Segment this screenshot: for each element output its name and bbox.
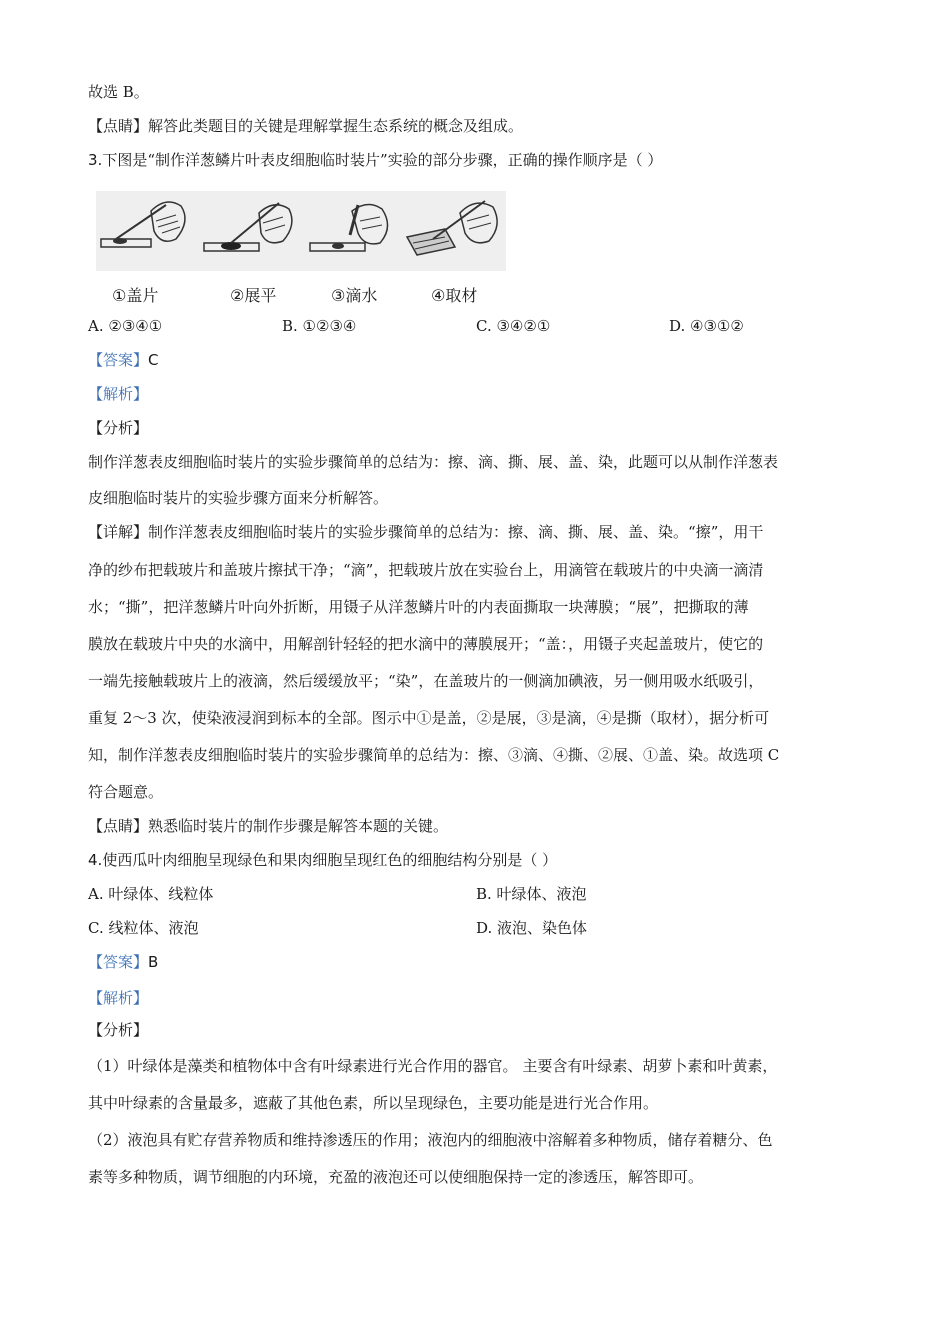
option-c: C. 线粒体、液泡 bbox=[88, 919, 199, 937]
caption-2: ②展平 bbox=[230, 286, 277, 305]
caption-3: ③滴水 bbox=[331, 286, 378, 305]
tip-line bbox=[88, 116, 523, 136]
answer-value: C bbox=[148, 351, 159, 369]
analysis-text-2: 皮细胞临时装片的实验步骤方面来分析解答。 bbox=[88, 489, 389, 507]
step-3-image bbox=[302, 191, 402, 271]
option-d: D. ④③①② bbox=[669, 317, 744, 335]
tip-line-2 bbox=[88, 816, 448, 836]
analysis-text-2: 其中叶绿素的含量最多，遮蔽了其他色素，所以呈现绿色，主要功能是进行光合作用。 bbox=[88, 1094, 659, 1112]
question-text: 下图是“制作洋葱鳞片叶表皮细胞临时装片”实验的部分步骤，正确的操作顺序是（ ） bbox=[102, 151, 663, 169]
analysis-text-4: 素等多种物质，调节细胞的内环境，充盈的液泡还可以使细胞保持一定的渗透压，解答即可。 bbox=[88, 1168, 704, 1186]
tip-text: 熟悉临时装片的制作步骤是解答本题的关键。 bbox=[148, 817, 449, 835]
option-a: A. 叶绿体、线粒体 bbox=[88, 885, 214, 903]
caption-1: ①盖片 bbox=[112, 286, 159, 305]
tip-tag: 【点睛】 bbox=[88, 817, 149, 835]
explanation-tag: 【解析】 bbox=[88, 989, 149, 1007]
detail-line-8: 符合题意。 bbox=[88, 783, 164, 801]
detail-line-7: 知，制作洋葱表皮细胞临时装片的实验步骤简单的总结为：擦、③滴、④撕、②展、①盖、染。故选项 C bbox=[88, 746, 780, 764]
question-text: 使西瓜叶肉细胞呈现绿色和果肉细胞呈现红色的细胞结构分别是（ ） bbox=[102, 851, 558, 869]
option-a: A. ②③④① bbox=[88, 317, 163, 335]
answer-tag: 【答案】 bbox=[88, 953, 149, 971]
question-4 bbox=[88, 850, 557, 870]
explanation-tag: 【解析】 bbox=[88, 385, 149, 403]
detail-line-4: 膜放在载玻片中央的水滴中，用解剖针轻轻的把水滴中的薄膜展开；“盖：，用镊子夹起盖玻片，使它的 bbox=[88, 635, 764, 653]
tip-text: 解答此类题目的关键是理解掌握生态系统的概念及组成。 bbox=[148, 117, 524, 135]
step-2-image bbox=[199, 191, 299, 271]
answer-tag: 【答案】 bbox=[88, 351, 149, 369]
answer-value: B bbox=[148, 953, 159, 971]
detail-tag: 【详解】 bbox=[88, 523, 149, 541]
analysis-tag: 【分析】 bbox=[88, 1021, 149, 1039]
question-number: 4. bbox=[88, 851, 103, 869]
detail-line-6: 重复 2～3 次，使染液浸润到标本的全部。图示中①是盖，②是展，③是滴，④是撕（取材），据分析可 bbox=[88, 709, 770, 727]
analysis-text-1: （1）叶绿体是藻类和植物体中含有叶绿素进行光合作用的器官。 主要含有叶绿素、胡萝卜素和叶黄素， bbox=[88, 1057, 778, 1075]
option-b: B. ①②③④ bbox=[282, 317, 357, 335]
analysis-text-1: 制作洋葱表皮细胞临时装片的实验步骤简单的总结为：擦、滴、撕、展、盖、染，此题可以从制作洋葱表 bbox=[88, 453, 779, 471]
figure-steps bbox=[96, 191, 506, 271]
detail-line-1 bbox=[88, 522, 763, 542]
question-number: 3. bbox=[88, 151, 103, 169]
analysis-text-3: （2）液泡具有贮存营养物质和维持渗透压的作用；液泡内的细胞液中溶解着多种物质，储存着糖分、色 bbox=[88, 1131, 773, 1149]
step-1-image bbox=[96, 191, 196, 271]
option-c: C. ③④②① bbox=[476, 317, 551, 335]
analysis-tag: 【分析】 bbox=[88, 419, 149, 437]
step-4-image bbox=[405, 191, 505, 271]
detail-line-5: 一端先接触载玻片上的液滴，然后缓缓放平；“染”，在盖玻片的一侧滴加碘液，另一侧用吸水纸吸引， bbox=[88, 672, 764, 690]
answer-line bbox=[88, 350, 159, 370]
option-d: D. 液泡、染色体 bbox=[476, 919, 588, 937]
option-b: B. 叶绿体、液泡 bbox=[476, 885, 587, 903]
caption-4: ④取材 bbox=[431, 286, 478, 305]
tip-tag: 【点睛】 bbox=[88, 117, 149, 135]
detail-text: 制作洋葱表皮细胞临时装片的实验步骤简单的总结为：擦、滴、撕、展、盖、染。“擦”，用干 bbox=[148, 523, 764, 541]
answer-line bbox=[88, 952, 158, 972]
question-3 bbox=[88, 150, 662, 170]
detail-line-2: 净的纱布把载玻片和盖玻片擦拭干净；“滴”，把载玻片放在实验台上，用滴管在载玻片的中央滴一滴清 bbox=[88, 561, 764, 579]
line-conclusion: 故选 B。 bbox=[88, 83, 149, 101]
detail-line-3: 水；“撕”，把洋葱鳞片叶向外折断，用镊子从洋葱鳞片叶的内表面撕取一块薄膜；“展”，把撕取的薄 bbox=[88, 598, 749, 616]
